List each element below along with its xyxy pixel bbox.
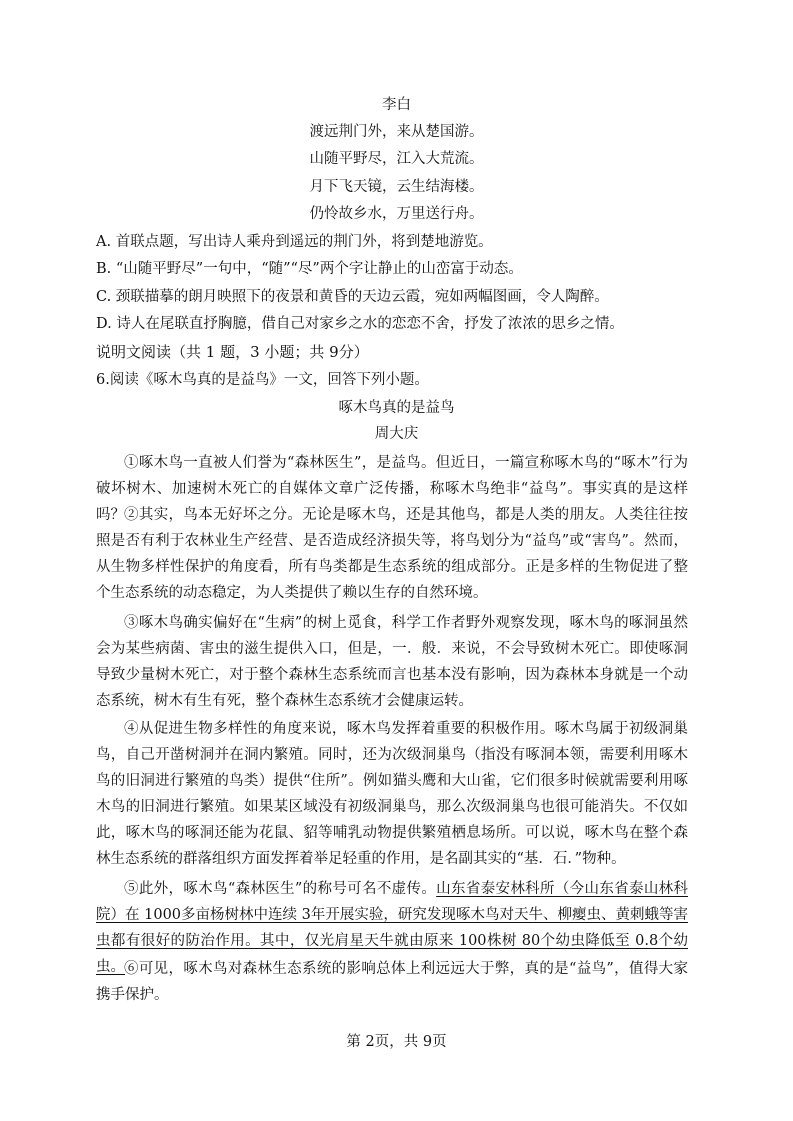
paragraph-5-underlined: 山东省泰安林科所（今山东省泰山林科院）在 1000多亩杨树林中连续 3年开展实验，研究发现啄木鸟对天牛、柳瘿虫、黄刺蛾等害虫都有很好的防治作用。其中，仅光肩星天牛就由原来 100株树 80个幼虫降低至 0.8个幼虫。 — [96, 881, 689, 975]
page-footer: 第 2页，共 9页 — [346, 1034, 447, 1050]
article-paragraph-3: ③啄木鸟确实偏好在“生病”的树上觅食，科学工作者野外观察发现，啄木鸟的啄洞虽然会为某些病菌、害虫的滋生提供入口，但是，一．般．来说，不会导致树木死亡。即使啄洞导致少量树木死亡，对于整个森林生态系统而言也基本没有影响，因为森林本身就是一个动态系统，树木有生有死，整个森林生态系统才会健康运转。 — [96, 615, 688, 709]
option-b: B. “山随平野尽”一句中，“随”“尽”两个字让静止的山峦富于动态。 — [96, 261, 523, 277]
article-paragraph-1: ①啄木鸟一直被人们誉为“森林医生”，是益鸟。但近日，一篇宣称啄木鸟的“啄木”行为破坏树木、加速树木死亡的自媒体文章广泛传播，称啄木鸟绝非“益鸟”。事实真的是这样吗？ — [96, 455, 688, 523]
poem-line-4: 仍怜故乡水，万里送行舟。 — [309, 206, 484, 222]
article-paragraph-2: ②其实，鸟本无好坏之分。无论是啄木鸟，还是其他鸟，都是人类的朋友。人类往往按照是否有利于农林业生产经营、是否造成经济损失等，将鸟划分为“益鸟”或“害鸟”。然而，从生物多样性保护的角度看，所有鸟类都是生态系统的组成部分。正是多样的生物促进了整个生态系统的动态稳定，为人类提供了赖以生存的自然环境。 — [96, 507, 688, 601]
article-paragraph-6: ⑥可见，啄木鸟对森林生态系统的影响总体上利远远大于弊，真的是“益鸟”，值得大家携手保护。 — [96, 961, 688, 1003]
option-d: D. 诗人在尾联直抒胸臆，借自己对家乡之水的恋恋不舍，抒发了浓浓的思乡之情。 — [96, 316, 624, 332]
paragraph-5-lead: ⑤此外，啄木鸟“森林医生”的称号可名不虚传。 — [124, 881, 437, 897]
article-title: 啄木鸟真的是益鸟 — [338, 400, 455, 416]
article-author: 周大庆 — [374, 426, 419, 442]
section-title: 说明文阅读（共 1 题，3 小题；共 9分） — [96, 343, 369, 361]
poem-author: 李白 — [382, 97, 411, 113]
poem-line-2: 山随平野尽，江入大荒流。 — [309, 151, 484, 167]
question-prompt: 6.阅读《啄木鸟真的是益鸟》一文，回答下列小题。 — [96, 372, 429, 388]
option-c: C. 颈联描摹的朗月映照下的夜景和黄昏的天边云霞，宛如两幅图画，令人陶醉。 — [96, 289, 609, 305]
poem-line-3: 月下飞天镜，云生结海楼。 — [309, 179, 484, 195]
article-paragraph-4: ④从促进生物多样性的角度来说，啄木鸟发挥着重要的积极作用。啄木鸟属于初级洞巢鸟，自己开凿树洞并在洞内繁殖。同时，还为次级洞巢鸟（指没有啄洞本领，需要利用啄木鸟的旧洞进行繁殖的鸟类）提供“住所”。例如猫头鹰和大山雀，它们很多时候就需要利用啄木鸟的旧洞进行繁殖。如果某区域没有初级洞巢鸟，那么次级洞巢鸟也很可能消失。不仅如此，啄木鸟的啄洞还能为花鼠、貂等哺乳动物提供繁殖栖息场所。可以说，啄木鸟在整个森林生态系统的群落组织方面发挥着举足轻重的作用，是名副其实的“基．石．”物种。 — [96, 721, 688, 867]
option-a: A. 首联点题，写出诗人乘舟到遥远的荆门外，将到楚地游览。 — [96, 234, 493, 250]
poem-line-1: 渡远荆门外，来从楚国游。 — [309, 124, 484, 140]
